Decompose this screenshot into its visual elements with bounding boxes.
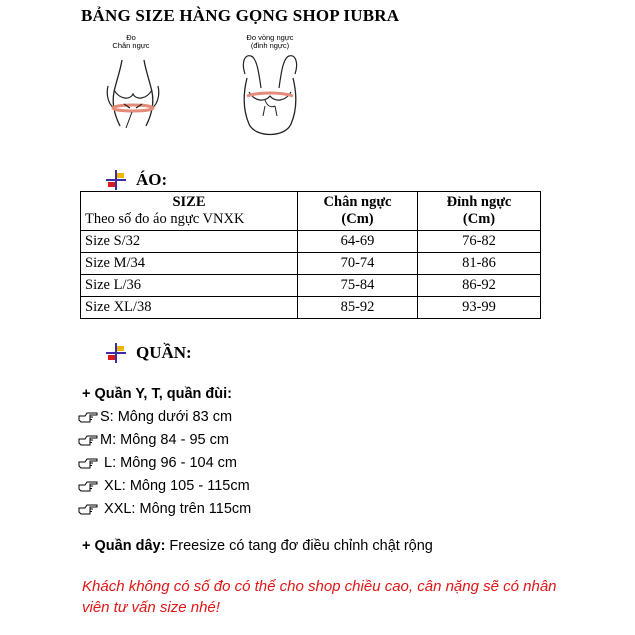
header-dinh-line1: Đỉnh ngực <box>446 194 512 210</box>
row-dinh: 86-92 <box>418 275 541 297</box>
table-row <box>81 231 541 253</box>
header-dinh-line2: (Cm) <box>462 211 496 227</box>
header-size <box>81 192 298 231</box>
row-size: Size L/36 <box>81 275 298 297</box>
row-chan: 64-69 <box>298 231 418 253</box>
table-row <box>81 275 541 297</box>
pointing-hand-icon <box>78 502 98 516</box>
section-quan <box>104 343 192 363</box>
header-dinh-nguc <box>418 192 541 231</box>
pants-size-xl: XL: Mông 105 - 115cm <box>100 478 250 494</box>
quan-day-line <box>82 538 433 554</box>
right-caption-line2: (đỉnh ngực) <box>250 41 290 50</box>
size-table <box>80 191 541 319</box>
pants-size-m: M: Mông 84 - 95 cm <box>100 432 229 448</box>
page-title: BẢNG SIZE HÀNG GỌNG SHOP IUBRA <box>81 6 400 25</box>
header-size-line1: SIZE <box>172 194 206 210</box>
quan-day-text: Freesize có tang đơ điều chỉnh chật rộng <box>165 538 433 554</box>
pointing-hand-icon <box>78 479 98 493</box>
header-chan-line2: (Cm) <box>341 211 374 227</box>
row-chan: 70-74 <box>298 253 418 275</box>
bullet-flag-icon <box>104 170 128 190</box>
row-chan: 85-92 <box>298 297 418 319</box>
row-size: Size XL/38 <box>81 297 298 319</box>
bullet-flag-icon <box>104 343 128 363</box>
section-ao-label: ÁO: <box>136 170 168 189</box>
table-row <box>81 253 541 275</box>
row-size: Size M/34 <box>81 253 298 275</box>
list-item <box>78 455 237 471</box>
row-dinh: 81-86 <box>418 253 541 275</box>
underbust-illustration <box>96 34 166 134</box>
row-dinh: 93-99 <box>418 297 541 319</box>
pants-size-s: S: Mông dưới 83 cm <box>100 409 233 425</box>
pants-size-xxl: XXL: Mông trên 115cm <box>100 501 252 517</box>
section-quan-label: QUẦN: <box>136 343 192 362</box>
header-chan-line1: Chân ngực <box>323 194 392 210</box>
right-caption-line1: Đo vòng ngực <box>246 33 294 42</box>
list-item <box>78 478 250 494</box>
quan-day-label: + Quần dây: <box>82 538 166 554</box>
pants-heading: + Quần Y, T, quần đùi: <box>82 386 232 402</box>
pointing-hand-icon <box>78 410 98 424</box>
table-row <box>81 297 541 319</box>
row-dinh: 76-82 <box>418 231 541 253</box>
consultation-note: Khách không có số đo có thể cho shop chiều cao, cân nặng sẽ có nhân viên tư vấn size nhé! <box>82 578 557 616</box>
pants-size-l: L: Mông 96 - 104 cm <box>100 455 238 471</box>
list-item <box>78 432 229 448</box>
pointing-hand-icon <box>78 433 98 447</box>
row-chan: 75-84 <box>298 275 418 297</box>
bust-illustration <box>229 34 311 146</box>
pointing-hand-icon <box>78 456 98 470</box>
row-size: Size S/32 <box>81 231 298 253</box>
list-item <box>78 501 251 517</box>
list-item <box>78 409 232 425</box>
header-chan-nguc <box>298 192 418 231</box>
section-ao <box>104 170 167 190</box>
bust-figure-icon <box>229 34 311 146</box>
left-caption-line1: Đo <box>126 33 136 42</box>
header-size-line2: Theo số đo áo ngực VNXK <box>85 211 245 227</box>
table-header-row <box>81 192 541 231</box>
left-caption-line2: Chân ngực <box>112 41 150 50</box>
underbust-figure-icon <box>96 34 166 134</box>
